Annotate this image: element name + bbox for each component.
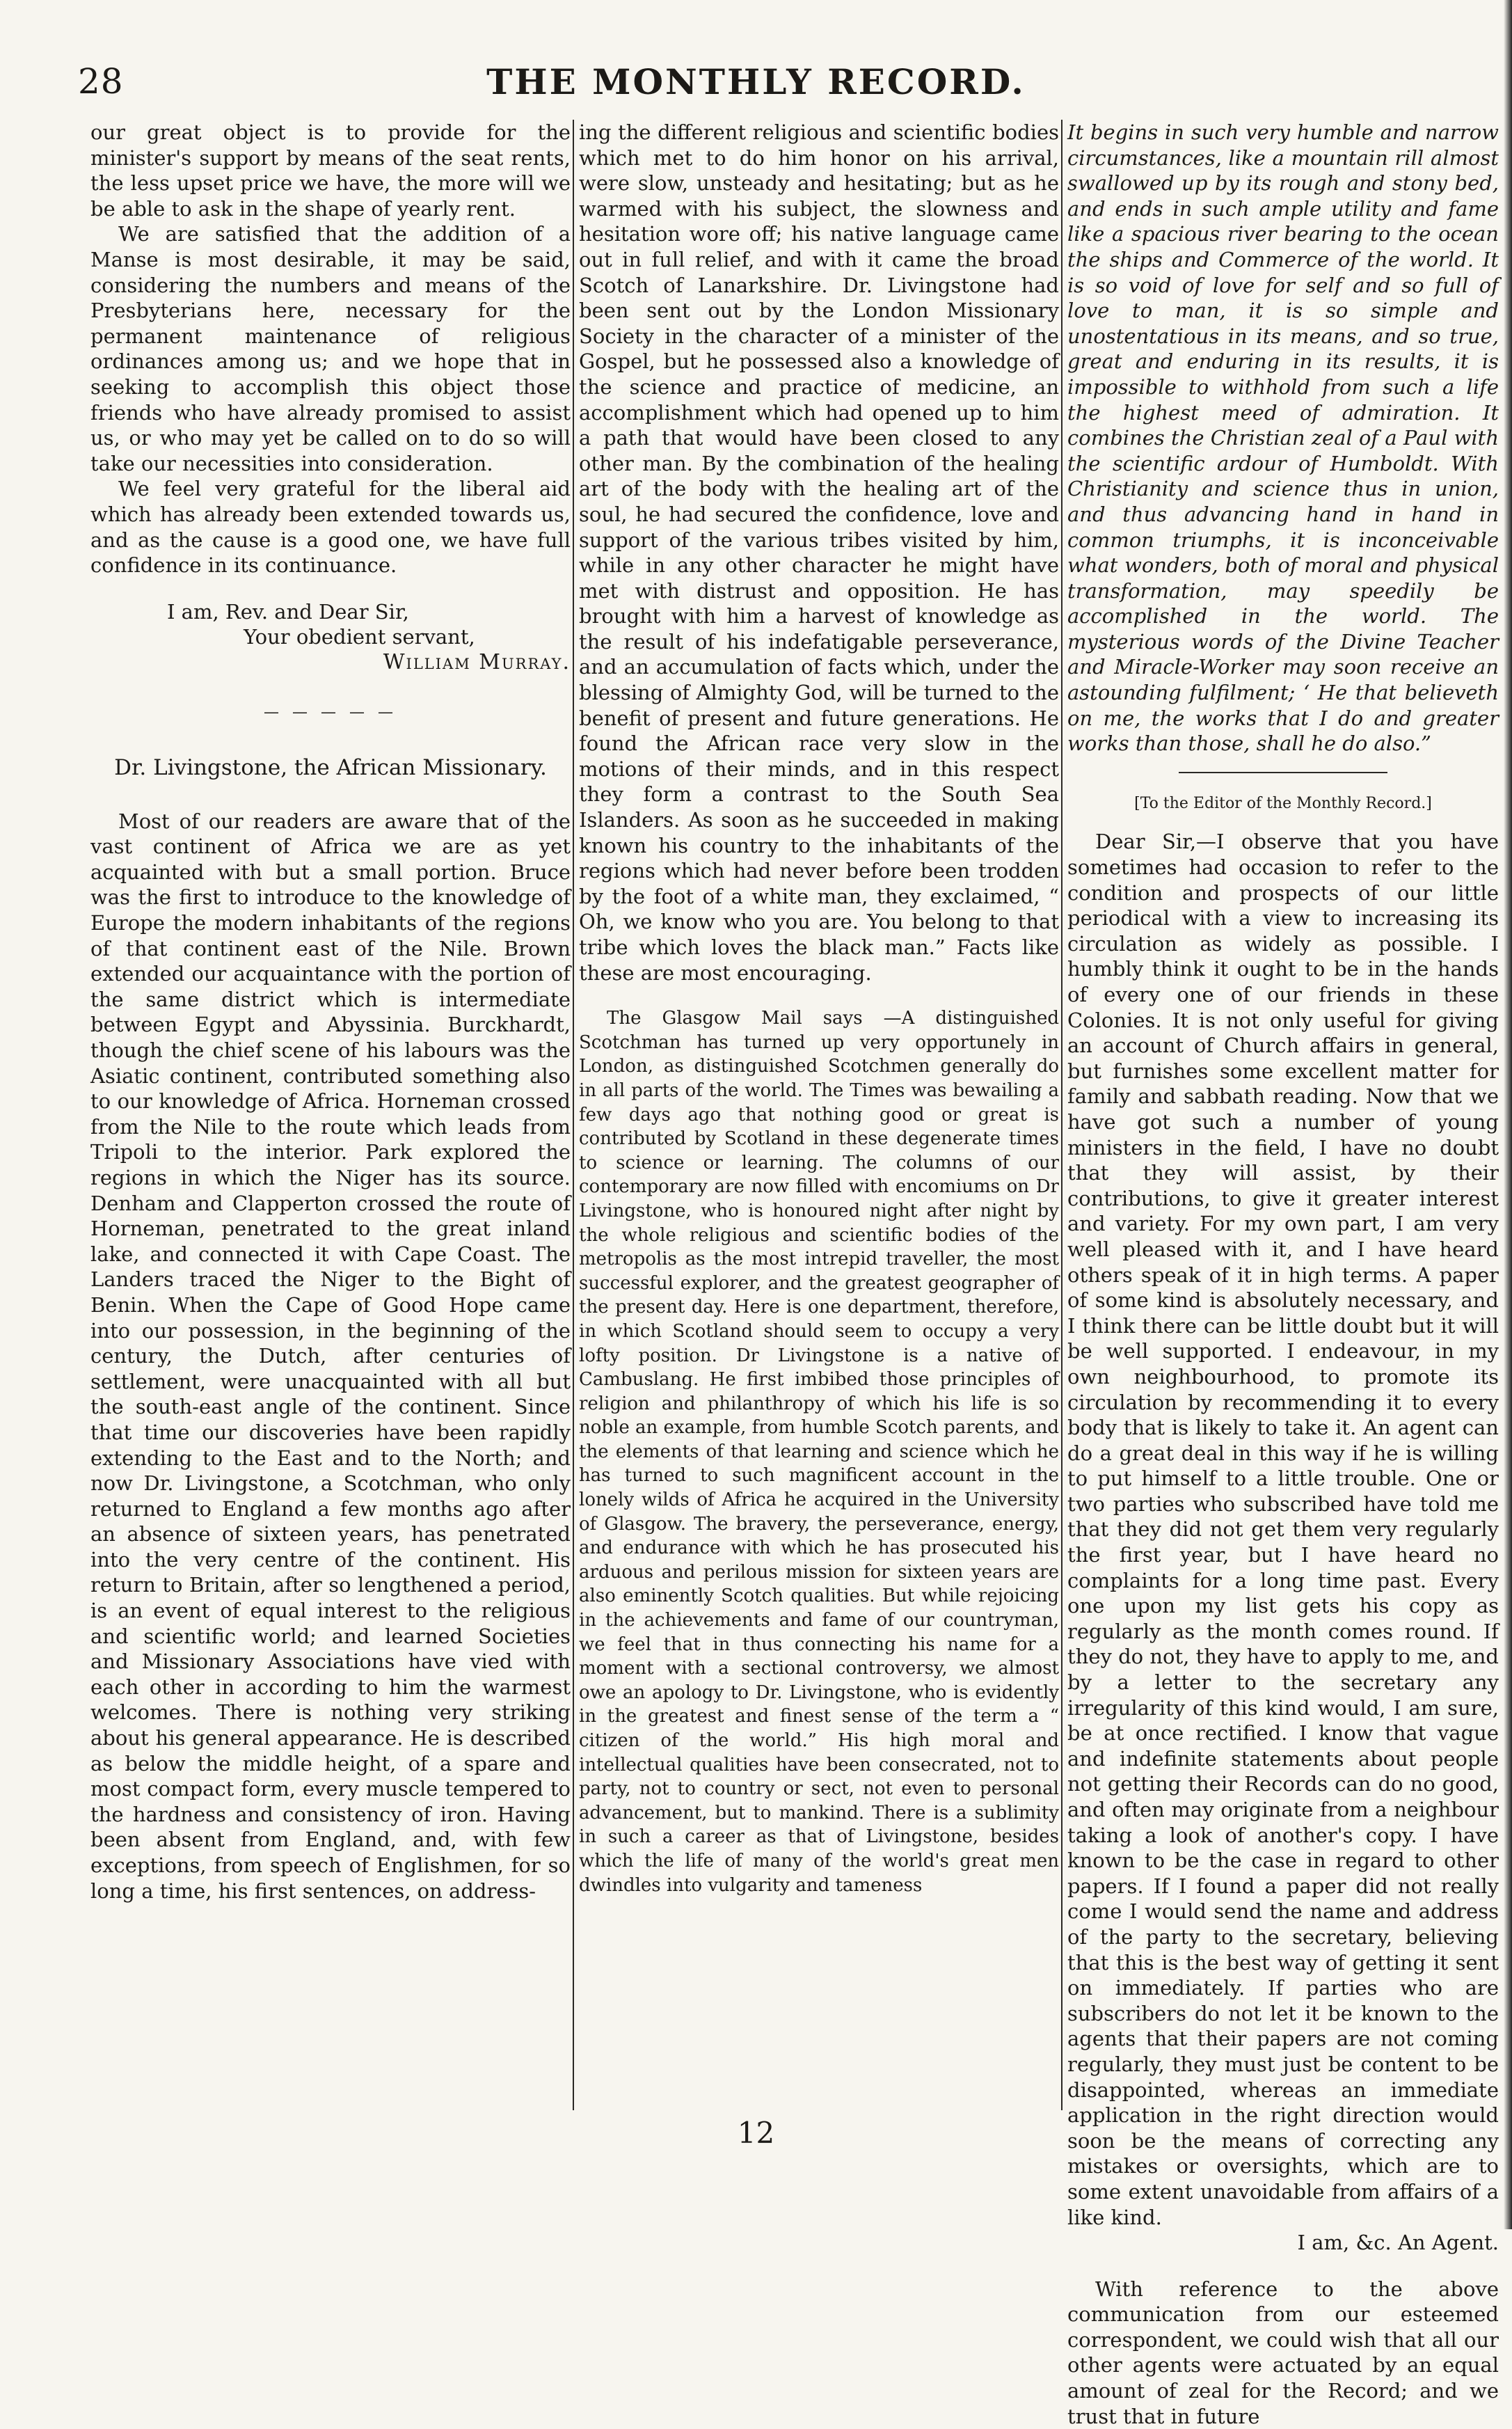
paragraph: our great object is to provide for the minister's support by means of the seat rents, the less upset price we have, the more will we be able to ask in the shape of yearly rent. <box>90 120 571 221</box>
signature: William Murray. <box>383 649 571 674</box>
letter-closing: I am, Rev. and Dear Sir, <box>167 599 409 624</box>
article-paragraph: Most of our readers are aware that of the vast continent of Africa we are as yet acquainted with but a small portion. Bruce was the first to introduce to the knowledge of Europe the modern inhabitants of the regions of that continent east of the Nile. Brown extended our acquaintance with the portion of the same district which is intermediate between Egypt and Abyssinia. Burckhardt, though the chief scene of his labours was the Asiatic continent, contributed something also to our knowledge of Africa. Horneman crossed from the Nile to the route which leads from Tripoli to the interior. Park explored the regions in which the Niger has its source. Denham and Clapperton crossed the route of Horneman, penetrated to the great inland lake, and connected it with Cape Coast. The Landers traced the Niger to the Bight of Benin. When the Cape of Good Hope came into our possession, in the beginning of the century, the Dutch, after centuries of settlement, were unacquainted with all but the south-east angle of the continent. Since that time our discoveries have been rapidly extending to the East and to the North; and now Dr. Livingstone, a Scotchman, who only returned to England a few months ago after an absence of sixteen years, has penetrated into the very centre of the continent. His return to Britain, after so lengthened a period, is an event of equal interest to the religious and scientific world; and learned Societies and Missionary Associations have vied with each other in according to him the warmest welcomes. There is nothing very striking about his general appearance. He is described as below the middle height, of a spare and most compact form, every muscle tempered to the hardness and consistency of iron. Having been absent from England, and, with few exceptions, from speech of Englishmen, for so long a time, his first sentences, on address- <box>90 809 571 1903</box>
section-divider: — — — — — <box>264 704 397 722</box>
column-rule-left <box>573 120 574 2110</box>
letter-paragraph: Dear Sir,—I observe that you have sometimes had occasion to refer to the condition and prospects of our little periodical with a view to increasing its circulation as widely as possible. I humbly think it ought to be in the hands of every one of our friends in these Colonies. It is not only useful for giving an account of Church affairs in general, but furnishes some excellent matter for family and sabbath reading. Now that we have got such a number of young ministers in the field, I have no doubt that they will assist, by their contributions, to give it greater interest and variety. For my own part, I am very well pleased with it, and I have heard others speak of it in high terms. A paper of some kind is absolutely necessary, and I think there can be little doubt but it will be well supported. I endeavour, in my own neighbourhood, to promote its circulation by recommending it to every body that is likely to take it. An agent can do a great deal in this way if he is willing to put himself to a little trouble. One or two parties who subscribed have told me that they did not get them very regularly the first year, but I have heard no complaints for a long time past. Every one upon my list gets his copy as regularly as the month comes round. If they do not, they have to apply to me, and by a letter to the secretary any irregularity of this kind would, I am sure, be at once rectified. I know that vague and indefinite statements about people not getting their Records can do no good, and often may originate from a neighbour taking a look of another's copy. I have known to be the case in regard to other papers. If I found a paper did not really come I would send the name and address of the party to the secretary, believing that this is the best way of getting it sent on immediately. If parties who are subscribers do not let it be known to the agents that their papers are not coming regularly, they must just be content to be disappointed, whereas an immediate application in the right direction would soon be the means of correcting any mistakes or oversights, which are to some extent unavoidable from affairs of a like kind. <box>1067 830 1499 2229</box>
section-divider <box>1179 772 1387 773</box>
article-heading: Dr. Livingstone, the African Missionary. <box>114 755 547 781</box>
quote-paragraph: It begins in such very humble and narrow circumstances, like a mountain rill almost swallowed up by its rough and stony bed, and ends in such ample utility and fame like a spacious river bearing to the ocean the ships and Commerce of the world. It is so void of love for self and so full of love to man, it is so simple and unostentatious in its means, and so true, great and enduring in its results, it is impossible to withhold from such a life the highest meed of admiration. It combines the Christian zeal of a Paul with the scientific ardour of Humboldt. With Christianity and science thus in union, and thus advancing hand in hand in common triumphs, it is inconceivable what wonders, both of moral and physical transformation, may speedily be accomplished in the world. The mysterious words of the Divine Teacher and Miracle-Worker may soon receive an astounding fulfilment; ‘ He that believeth on me, the works that I do and greater works than those, shall he do also.” <box>1067 120 1499 756</box>
quoted-article: The Glasgow Mail says —A distinguished Scotchman has turned up very opportunely in London, as distinguished Scotchmen generally do in all parts of the world. The Times was bewailing a few days ago that nothing good or great is contributed by Scotland in these degenerate times to science or learning. The columns of our contemporary are now filled with encomiums on Dr Livingstone, who is honoured night after night by the whole religious and scientific bodies of the metropolis as the most intrepid traveller, the most successful explorer, and the greatest geographer of the present day. Here is one department, therefore, in which Scotland should seem to occupy a very lofty position. Dr Livingstone is a native of Cambuslang. He first imbibed those principles of religion and philanthropy of which his life is so noble an example, from humble Scotch parents, and the elements of that learning and science which he has turned to such magnificent account in the lonely wilds of Africa he acquired in the University of Glasgow. The bravery, the perseverance, energy, and endurance with which he has prosecuted his arduous and perilous mission for sixteen years are also eminently Scotch qualities. But while rejoicing in the achievements and fame of our countryman, we feel that in thus connecting his name for a moment with a sectional controversy, we almost owe an apology to Dr. Livingstone, who is evidently in the greatest and finest sense of the term a “ citizen of the world.” His high moral and intellectual qualities have been consecrated, not to party, not to country or sect, not even to personal advancement, but to mankind. There is a sublimity in such a career as that of Livingstone, besides which the life of many of the world's great men dwindles into vulgarity and tameness <box>579 1008 1059 1896</box>
column-2 <box>579 120 1059 2068</box>
paragraph: We feel very grateful for the liberal aid which has already been extended towards us, and as the cause is a good one, we have full confidence in its continuance. <box>90 477 571 578</box>
column-1 <box>90 120 571 2068</box>
paragraph: We are satisfied that the addition of a Manse is most desirable, it may be said, considering the numbers and means of the Presbyterians here, necessary for the permanent maintenance of religious ordinances among us; and we hope that in seeking to accomplish this object those friends who have already promised to assist us, or who may yet be called on to do so will take our necessities into consideration. <box>90 222 571 475</box>
letter-closing: I am, &c. An Agent. <box>1297 2231 1499 2255</box>
publication-title: THE MONTHLY RECORD. <box>486 61 1026 102</box>
page-number: 28 <box>78 61 124 102</box>
editor-note: [To the Editor of the Monthly Record.] <box>1134 794 1432 812</box>
reply-paragraph: With reference to the above communication from our esteemed correspondent, we could wish that all our other agents were actuated by an equal amount of zeal for the Record; and we trust that in future <box>1067 2277 1499 2428</box>
paragraph: ing the different religious and scientific bodies which met to do him honor on his arrival, were slow, unsteady and hesitating; but as he warmed with his subject, the slowness and hesitation wore off; his native language came out in full relief, and with it came the broad Scotch of Lanarkshire. Dr. Livingstone had been sent out by the London Missionary Society in the character of a minister of the Gospel, but he possessed also a knowledge of the science and practice of medicine, an accomplishment which had opened up to him a path that would have been closed to any other man. By the combination of the healing art of the body with the healing art of the soul, he had secured the confidence, love and support of the various tribes visited by him, while in any other character he might have met with distrust and opposition. He has brought with him a harvest of knowledge as the result of his indefatigable perseverance, and an accumulation of facts which, under the blessing of Almighty God, will be turned to the benefit of present and future generations. He found the African race very slow in the motions of their minds, and in this respect they form a contrast to the South Sea Islanders. As soon as he succeeded in making known his country to the inhabitants of the regions which had never before been trodden by the foot of a white man, they exclaimed, “ Oh, we know who you are. You belong to that tribe which loves the black man.” Facts like these are most encouraging. <box>579 120 1059 985</box>
column-rule-right <box>1061 120 1063 2110</box>
signature-mark: 12 <box>737 2116 775 2150</box>
binding-edge <box>1504 0 1512 2229</box>
page-header <box>0 61 1512 117</box>
letter-closing-2: Your obedient servant, <box>244 625 475 649</box>
column-3 <box>1067 120 1499 2428</box>
